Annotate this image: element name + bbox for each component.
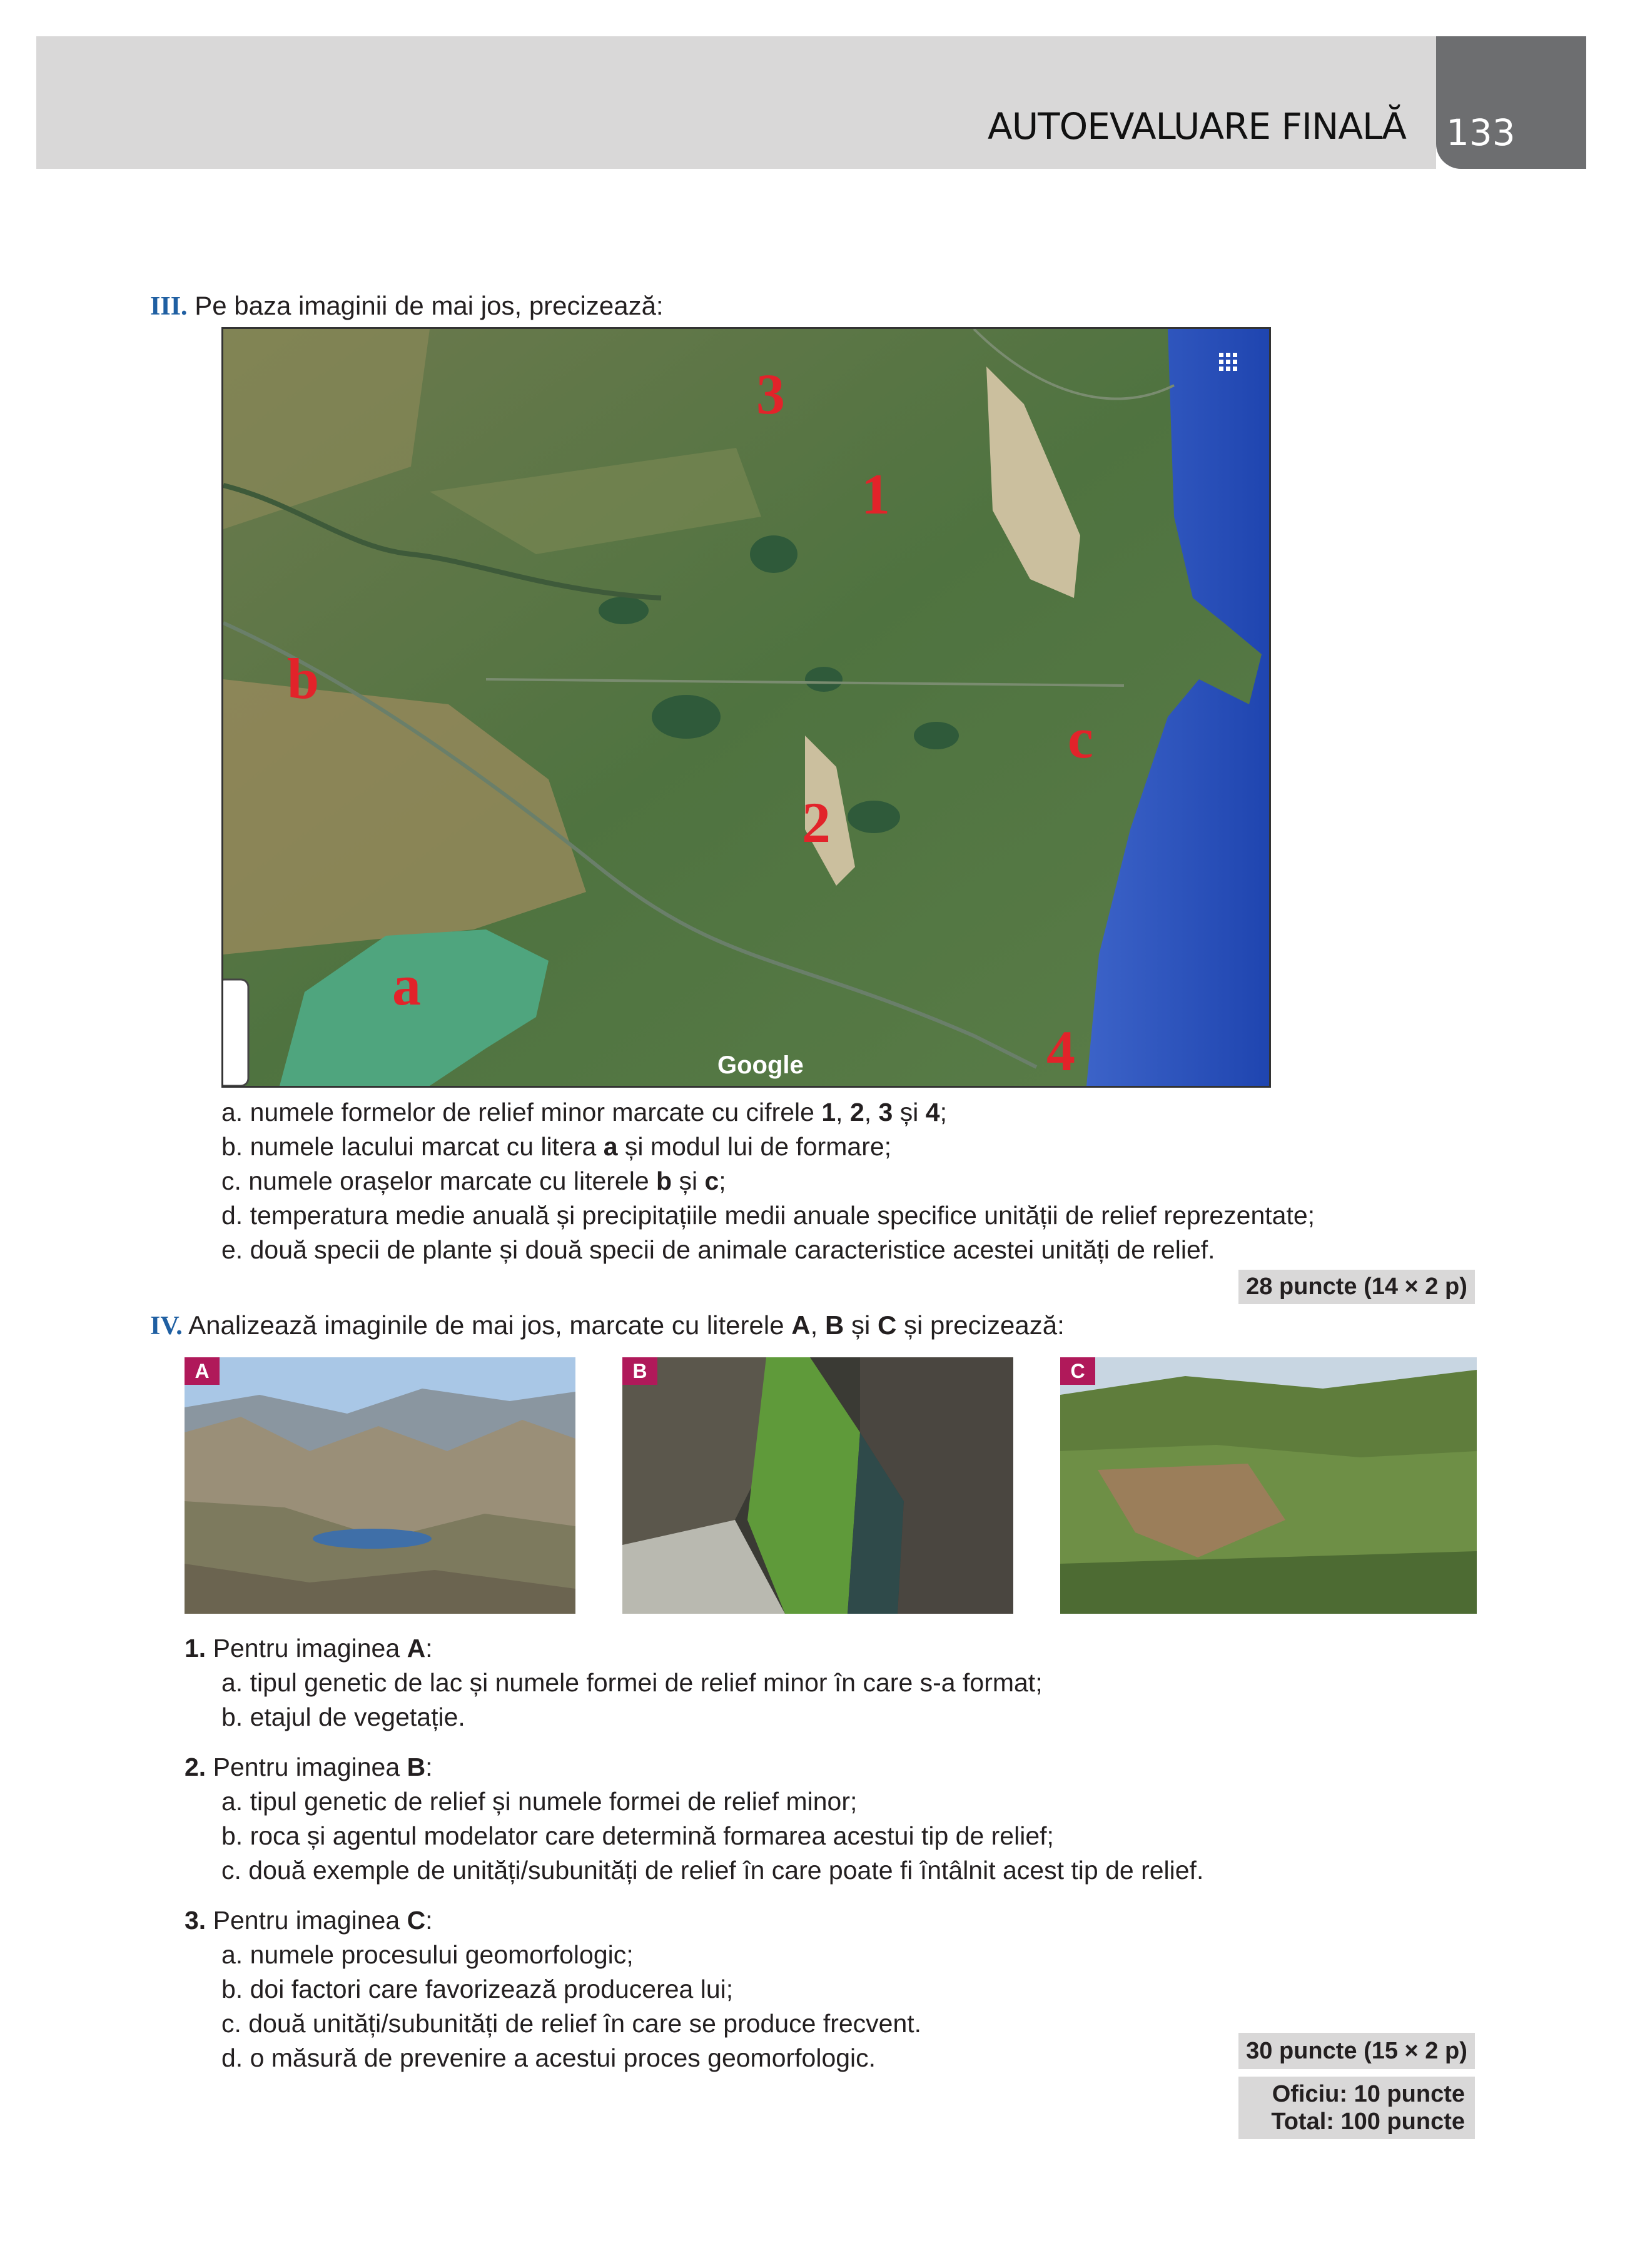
- section-3-prompt: Pe baza imaginii de mai jos, precizează:: [195, 291, 664, 320]
- page-number: 133: [1446, 111, 1516, 154]
- photo-c-landslide: [1060, 1357, 1477, 1614]
- map-label-1: 1: [861, 462, 890, 526]
- google-watermark: Google: [717, 1051, 804, 1079]
- question-3-heading: 3. Pentru imaginea C:: [185, 1906, 433, 1935]
- satellite-map-image: [223, 329, 1269, 1086]
- section-3-heading: [150, 291, 664, 321]
- section-3-item-b: b. numele lacului marcat cu litera a și modul lui de formare;: [221, 1132, 892, 1161]
- map-label-3: 3: [756, 362, 785, 426]
- photo-a-glacial-lake: [185, 1357, 575, 1614]
- photo-b-image: [622, 1357, 1013, 1614]
- question-3-item-d: d. o măsură de prevenire a acestui proces geomorfologic.: [221, 2043, 876, 2072]
- photo-c-tag: C: [1060, 1357, 1095, 1385]
- photo-b-gorge: [622, 1357, 1013, 1614]
- photo-a-image: [185, 1357, 575, 1614]
- section-3-item-d: d. temperatura medie anuală și precipitațiile medii anuale specifice unității de relief reprezentate;: [221, 1201, 1315, 1230]
- question-2-item-b: b. roca și agentul modelator care determină formarea acestui tip de relief;: [221, 1821, 1054, 1850]
- question-3-item-c: c. două unități/subunități de relief în care se produce frecvent.: [221, 2009, 922, 2038]
- section-4-points: 30 puncte (15 × 2 p): [1238, 2033, 1475, 2069]
- question-1-heading: 1. Pentru imaginea A:: [185, 1634, 433, 1663]
- satellite-map: [221, 327, 1271, 1088]
- oficiu-points: Oficiu: 10 puncte: [1272, 2081, 1465, 2107]
- map-side-widget: [223, 980, 248, 1086]
- section-3-item-a: a. numele formelor de relief minor marcate cu cifrele 1, 2, 3 și 4;: [221, 1098, 947, 1126]
- map-label-c: c: [1068, 706, 1093, 770]
- question-2-item-a: a. tipul genetic de relief și numele formei de relief minor;: [221, 1787, 858, 1816]
- final-score-box: [1238, 2077, 1475, 2139]
- map-label-2: 2: [802, 791, 831, 854]
- map-label-a: a: [392, 953, 421, 1017]
- photo-b-tag: B: [622, 1357, 657, 1385]
- photo-a-tag: A: [185, 1357, 220, 1385]
- map-label-4: 4: [1046, 1019, 1075, 1083]
- total-points: Total: 100 puncte: [1271, 2109, 1465, 2135]
- page-header-title: AUTOEVALUARE FINALĂ: [988, 105, 1406, 148]
- question-2-heading: 2. Pentru imaginea B:: [185, 1753, 433, 1781]
- question-2-item-c: c. două exemple de unități/subunități de relief în care poate fi întâlnit acest tip de relief.: [221, 1856, 1204, 1885]
- section-4-heading: IV. Analizează imaginile de mai jos, marcate cu literele A, B și C și precizează:: [150, 1310, 1065, 1340]
- question-1-item-a: a. tipul genetic de lac și numele formei de relief minor în care s-a format;: [221, 1668, 1043, 1697]
- photo-c-image: [1060, 1357, 1477, 1614]
- apps-grid-icon: [1219, 353, 1237, 371]
- section-3-points: 28 puncte (14 × 2 p): [1238, 1270, 1475, 1304]
- header-bar: [36, 36, 1436, 169]
- section-3-item-e: e. două specii de plante și două specii de animale caracteristice acestei unități de relief.: [221, 1235, 1215, 1264]
- question-3-item-b: b. doi factori care favorizează producerea lui;: [221, 1975, 734, 2003]
- map-label-b: b: [287, 647, 320, 711]
- section-3-item-c: c. numele orașelor marcate cu literele b și c;: [221, 1167, 726, 1195]
- question-1-item-b: b. etajul de vegetație.: [221, 1703, 465, 1731]
- question-3-item-a: a. numele procesului geomorfologic;: [221, 1940, 634, 1969]
- section-3-number: III.: [150, 292, 188, 321]
